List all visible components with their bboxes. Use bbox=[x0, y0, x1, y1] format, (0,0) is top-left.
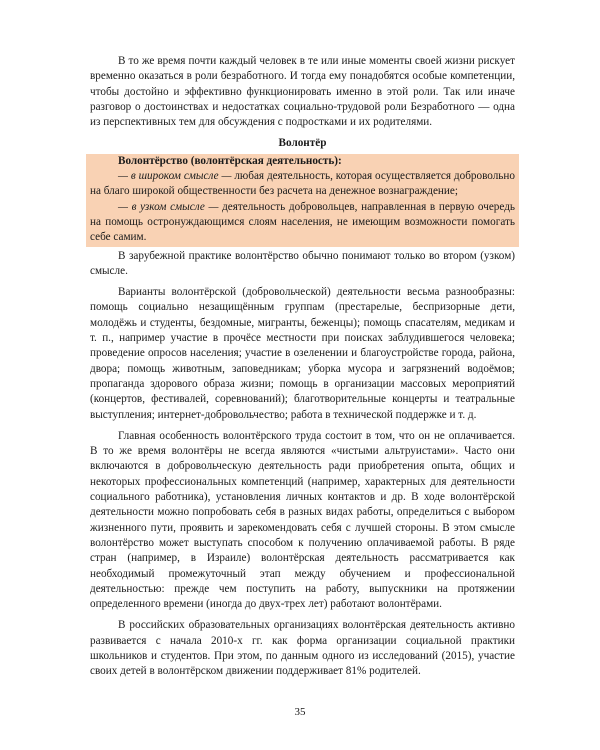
paragraph-main-feature: Главная особенность волонтёрского труда состоит в том, что он не оплачивается. В то же время волонтёры не всегда являются «чистыми альтруистами». Часто они включаются в добровольческую деятельность ради приобретения опыта, общих и некоторых профессиональных компетенций (например, характерных для деятельности социального работника), установления личных контактов и др. В ходе волонтёрской деятельности можно попробовать себя в разных видах работы, определиться с выбором жизненного пути, проявить и зарекомендовать себя с лучшей стороны. В этом смысле волонтёрство может выступать способом к получению оплачиваемой работы. В ряде стран (например, в Израиле) волонтёрская деятельность рассматривается как необходимый промежуточный этап между обучением и профессиональной деятельностью: прежде чем поступить на работу, выпускники на протяжении определенного времени (иногда до двух-трех лет) работают волонтёрами. bbox=[90, 429, 515, 611]
definition-narrow bbox=[90, 200, 515, 246]
definition-broad-prefix: — в широком смысле — bbox=[118, 170, 232, 183]
definition-broad bbox=[90, 169, 515, 200]
definition-highlight bbox=[86, 154, 519, 247]
definition-narrow-text: деятельность добровольцев, направленная в первую очередь на помощь остронуждающимся слоям населения, не имеющим возможности помогать себе самим. bbox=[90, 200, 515, 244]
definition-narrow-prefix: — в узком смысле — bbox=[118, 200, 219, 213]
paragraph-foreign-practice: В зарубежной практике волонтёрство обычно понимают только во втором (узком) смысле. bbox=[90, 249, 515, 277]
page-number: 35 bbox=[294, 706, 306, 718]
intro-paragraph: В то же время почти каждый человек в те или иные моменты своей жизни рискует временно оказаться в роли безработного. И тогда ему понадобятся особые компетенции, чтобы достойно и эффективно функционировать именно в этой роли. Так или иначе разговор о достоинствах и недостатках социально-трудовой роли Безработного — одна из перспективных тем для обсуждения с подростками и их родителями. bbox=[90, 55, 515, 129]
paragraph-russian-organizations: В российских образовательных организациях волонтёрская деятельность активно развивается с начала 2010-х гг. как форма организации социальной практики школьников и студентов. При этом, по данным одного из исследований (2015), участие своих детей в волонтёрском движении поддерживает 81% родителей. bbox=[90, 619, 515, 678]
section-heading: Волонтёр bbox=[278, 137, 327, 150]
paragraph-volunteer-variants: Варианты волонтёрской (добровольческой) деятельности весьма разнообразны: помощь социально незащищённым группам (престарелые, беспризорные дети, молодёжь и студенты, бездомные, мигранты, беженцы); помощь спасателям, медикам и т. п., например участие в прочёсе местности при поисках заблудившегося человека; проведение опросов населения; участие в озеленении и благоустройстве города, района, двора; помощь животным, заповедникам; уборка мусора и загрязнений водоёмов; пропаганда здорового образа жизни; помощь в организации массовых мероприятий (концертов, фестивалей, соревнований); благотворительные концерты и театральные выступления; интернет-добровольчество; работа в технической поддержке и т. д. bbox=[90, 286, 515, 421]
definition-term: Волонтёрство (волонтёрская деятельность): bbox=[118, 154, 342, 167]
page-body bbox=[90, 54, 515, 680]
definition-broad-text: любая деятельность, которая осуществляется добровольно на благо широкой общественности без расчета на денежное вознаграждение; bbox=[90, 170, 515, 198]
